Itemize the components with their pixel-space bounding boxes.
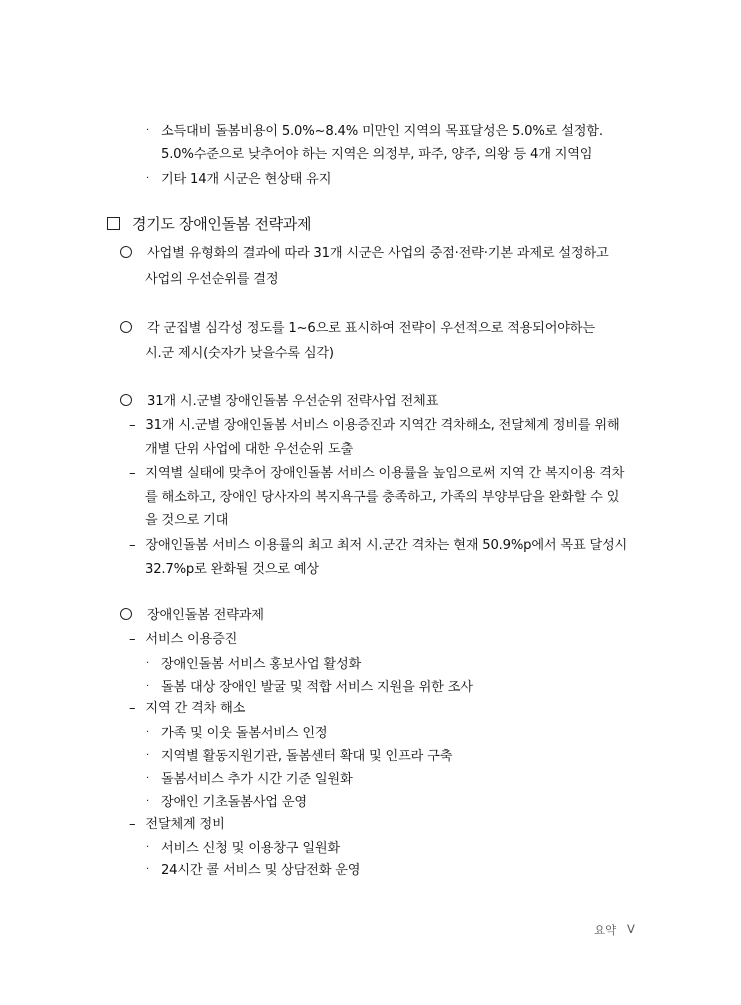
dash-continuation: 32.7%p로 완화될 것으로 예상 — [145, 562, 319, 577]
bullet-marker: · — [146, 773, 149, 784]
circle-marker-icon — [120, 394, 132, 406]
dash-marker: – — [129, 632, 136, 647]
bullet-text: 장애인돌봄 서비스 홍보사업 활성화 — [160, 657, 362, 672]
dash-marker: – — [129, 418, 136, 433]
circle-paragraph — [120, 607, 264, 625]
paragraph-text: 사업별 유형화의 결과에 따라 31개 시군은 사업의 중점·전략·기본 과제로 설정하고 — [147, 246, 609, 261]
bullet-text: 소득대비 돌봄비용이 5.0%~8.4% 미만인 지역의 목표달성은 5.0%로 설정함. — [160, 124, 603, 139]
bullet-item — [146, 861, 360, 880]
dash-item — [129, 700, 245, 718]
bullet-item — [146, 793, 307, 812]
bullet-marker: · — [146, 681, 149, 692]
bullet-marker: · — [146, 796, 149, 807]
circle-paragraph — [120, 245, 609, 263]
bullet-item — [146, 747, 452, 766]
circle-marker-icon — [120, 608, 132, 620]
dash-text: 전달체계 정비 — [145, 817, 225, 832]
paragraph-text: 각 군집별 심각성 정도를 1~6으로 표시하여 전략이 우선적으로 적용되어야하는 — [147, 321, 595, 336]
paragraph-continuation: 사업의 우선순위를 결정 — [145, 272, 279, 287]
dash-item — [129, 465, 624, 483]
bullet-marker: · — [146, 658, 149, 669]
dash-item — [129, 816, 225, 834]
bullet-marker: · — [146, 842, 149, 853]
bullet-text: 기타 14개 시군은 현상태 유지 — [160, 172, 332, 187]
bullet-marker: · — [146, 864, 149, 875]
page-number: V — [627, 922, 635, 936]
bullet-item — [146, 122, 603, 141]
bullet-text: 돌봄서비스 추가 시간 기준 일원화 — [160, 772, 353, 787]
bullet-marker: · — [146, 727, 149, 738]
bullet-text: 서비스 신청 및 이용창구 일원화 — [160, 841, 340, 856]
dash-continuation: 개별 단위 사업에 대한 우선순위 도출 — [145, 442, 354, 457]
square-marker-icon — [107, 217, 120, 230]
dash-marker: – — [129, 817, 136, 832]
bullet-text: 지역별 활동지원기관, 돌봄센터 확대 및 인프라 구축 — [160, 749, 453, 764]
bullet-text: 가족 및 이웃 돌봄서비스 인정 — [160, 726, 328, 741]
dash-text: 31개 시.군별 장애인돌봄 서비스 이용증진과 지역간 격차해소, 전달체계 정비를 위해 — [145, 418, 620, 433]
paragraph-text: 장애인돌봄 전략과제 — [147, 608, 264, 623]
dash-text: 장애인돌봄 서비스 이용률의 최고 최저 시.군간 격차는 현재 50.9%p에서 목표 달성시 — [145, 538, 628, 553]
dash-item — [129, 631, 237, 649]
dash-continuation: 를 해소하고, 장애인 당사자의 복지욕구를 충족하고, 가족의 부양부담을 완화할 수 있 — [145, 490, 620, 505]
bullet-item — [146, 724, 327, 743]
bullet-marker: · — [146, 750, 149, 761]
bullet-item — [146, 655, 361, 674]
circle-paragraph — [120, 320, 595, 338]
section-heading — [107, 215, 311, 233]
paragraph-text: 31개 시.군별 장애인돌봄 우선순위 전략사업 전체표 — [147, 394, 439, 409]
dash-marker: – — [129, 466, 136, 481]
footer-label: 요약 — [594, 923, 617, 937]
circle-marker-icon — [120, 321, 132, 333]
bullet-item — [146, 839, 340, 858]
bullet-text: 돌봄 대상 장애인 발굴 및 적합 서비스 지원을 위한 조사 — [160, 680, 473, 695]
dash-marker: – — [129, 538, 136, 553]
dash-text: 지역별 실태에 맞추어 장애인돌봄 서비스 이용률을 높임으로써 지역 간 복지이용 격차 — [145, 466, 625, 481]
bullet-marker: · — [146, 173, 149, 184]
dash-marker: – — [129, 701, 136, 716]
dash-item — [129, 537, 627, 555]
dash-continuation: 을 것으로 기대 — [145, 513, 229, 528]
bullet-marker: · — [146, 125, 149, 136]
circle-paragraph — [120, 393, 438, 411]
dash-item — [129, 417, 620, 435]
dash-text: 서비스 이용증진 — [145, 632, 238, 647]
paragraph-continuation: 시.군 제시(숫자가 낮을수록 심각) — [145, 346, 334, 361]
bullet-item — [146, 770, 353, 789]
bullet-item — [146, 678, 473, 697]
dash-text: 지역 간 격차 해소 — [145, 701, 246, 716]
bullet-text: 장애인 기초돌봄사업 운영 — [160, 795, 307, 810]
circle-marker-icon — [120, 246, 132, 258]
bullet-continuation: 5.0%수준으로 낮추어야 하는 지역은 의정부, 파주, 양주, 의왕 등 4개 지역임 — [161, 147, 593, 162]
bullet-item — [146, 170, 331, 189]
section-title: 경기도 장애인돌봄 전략과제 — [132, 215, 312, 233]
bullet-text: 24시간 콜 서비스 및 상담전화 운영 — [160, 863, 361, 878]
